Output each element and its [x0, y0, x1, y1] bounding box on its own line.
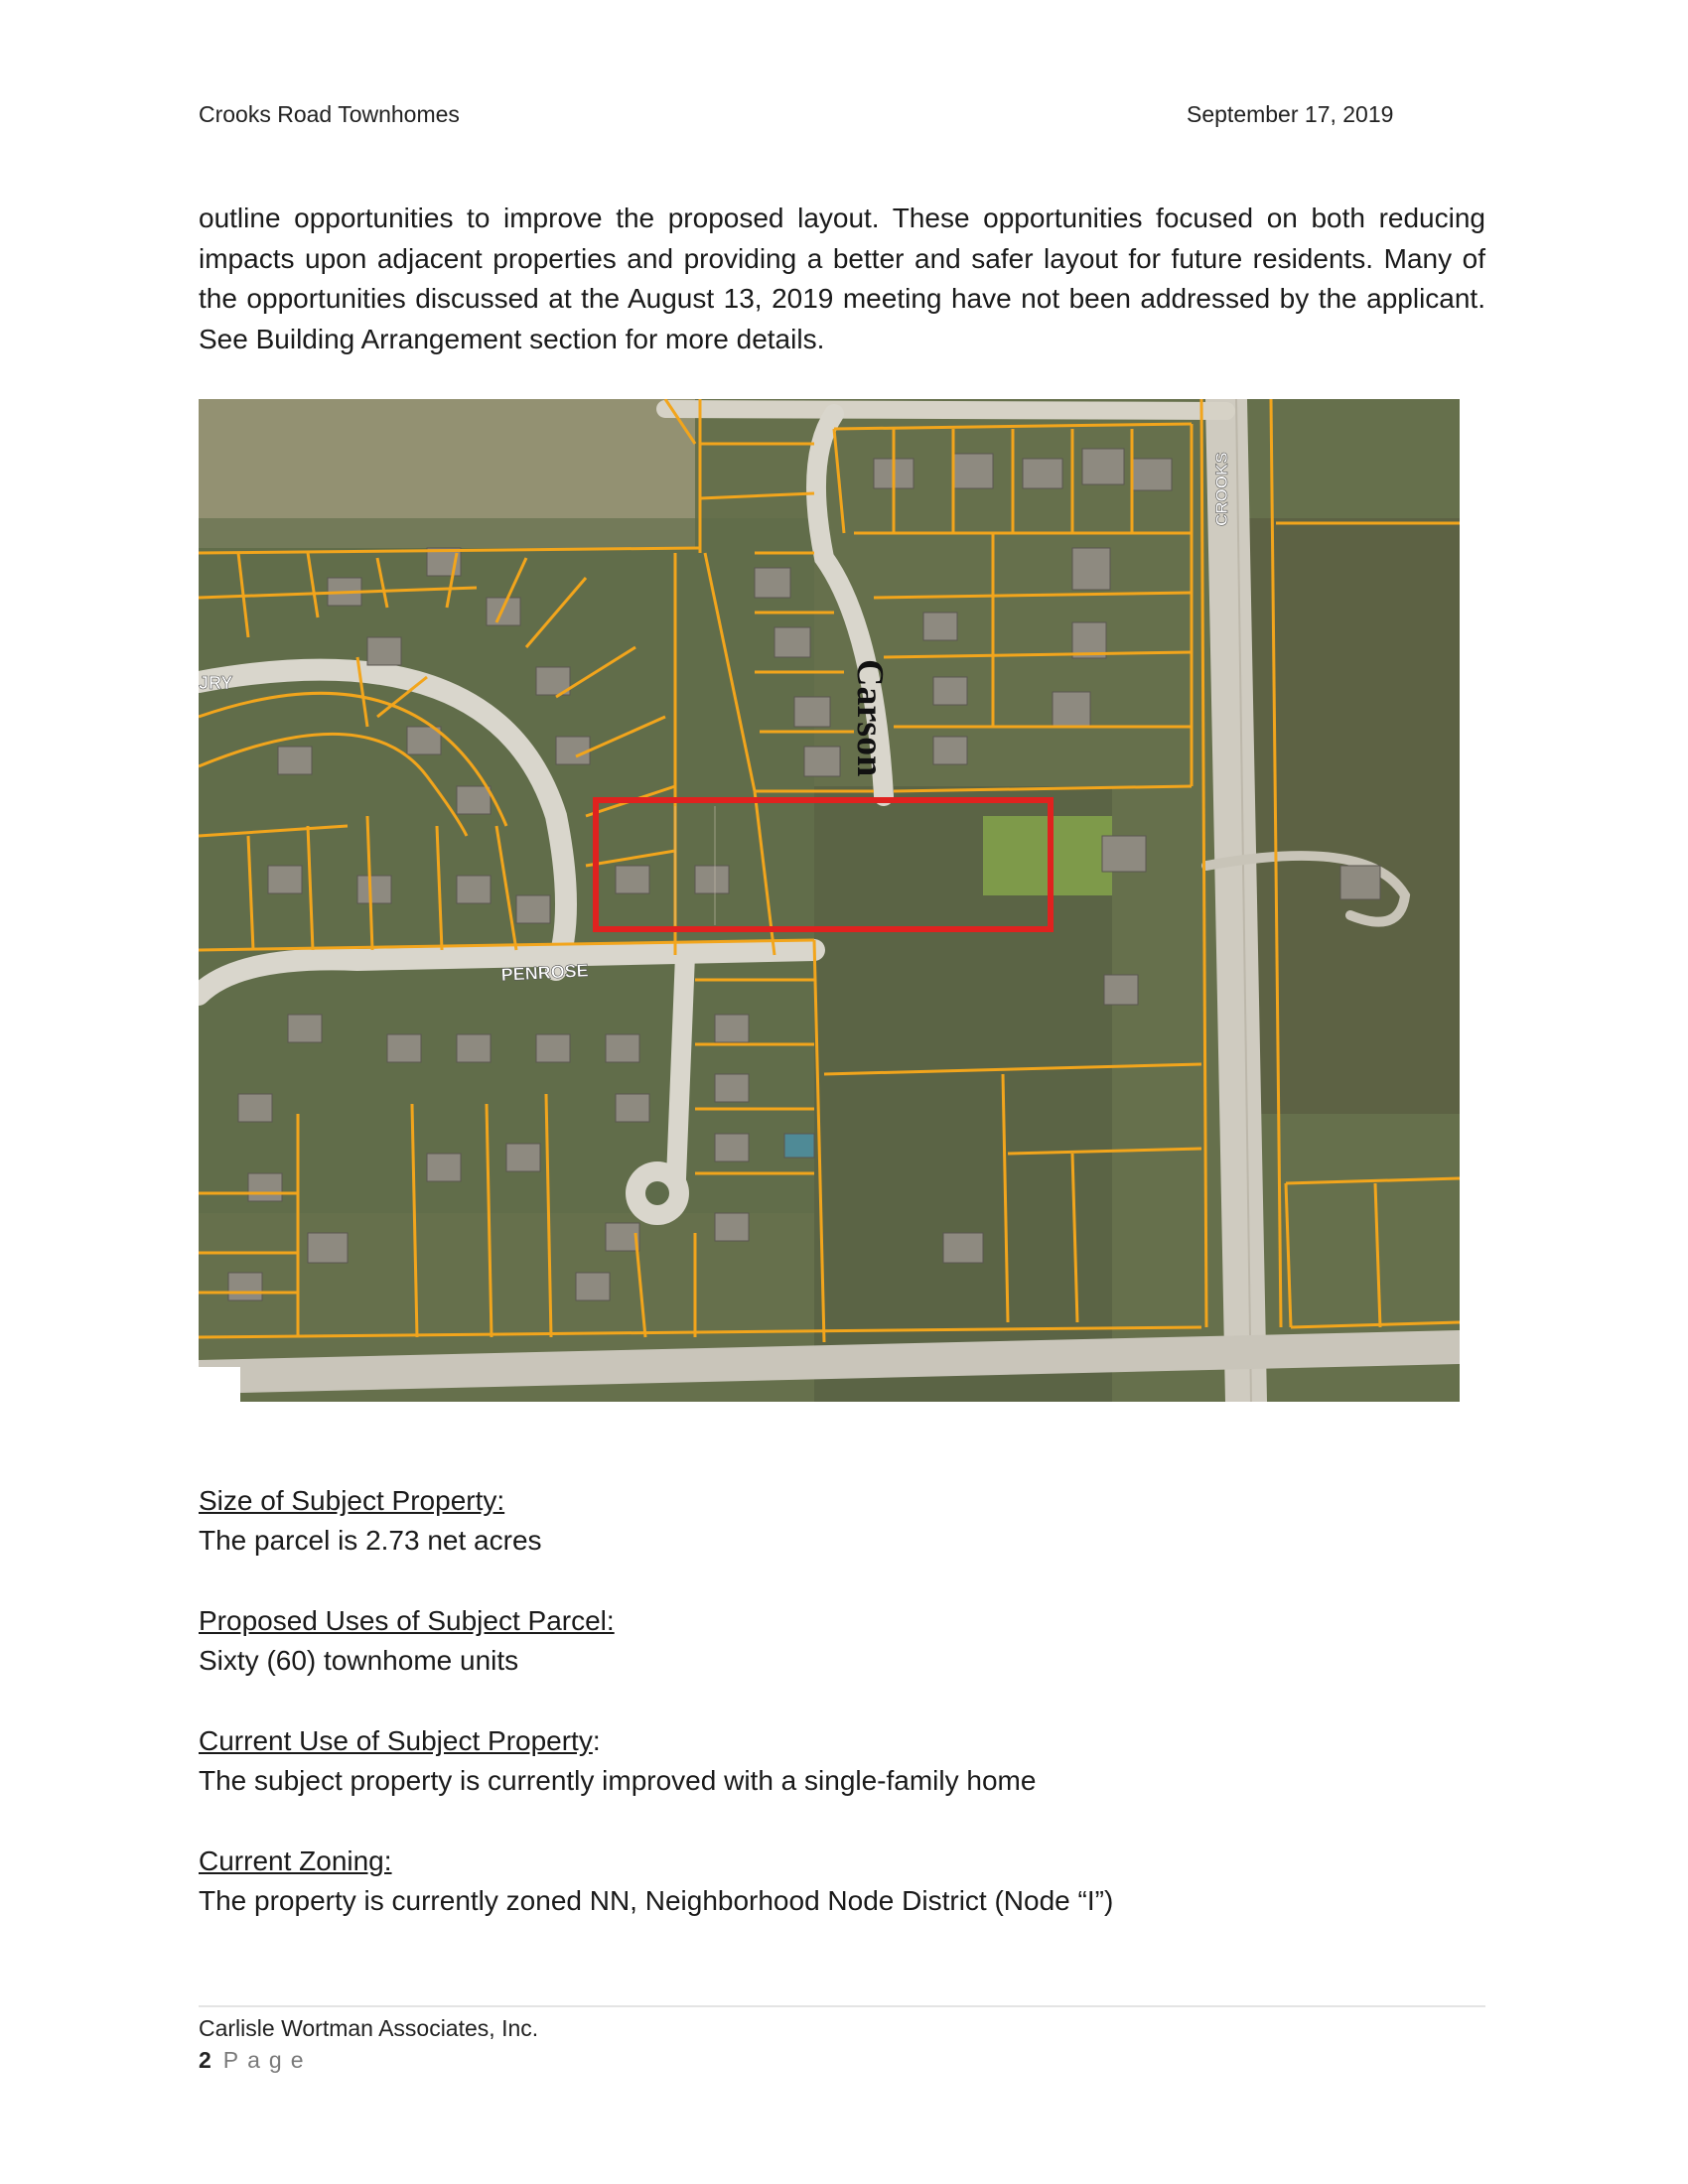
cul-de-sac-street [675, 955, 685, 1203]
size-body: The parcel is 2.73 net acres [199, 1525, 542, 1556]
page-number: 2 [199, 2047, 211, 2073]
crooks-label: CROOKS [1212, 452, 1231, 526]
footer-divider [199, 2005, 1485, 2007]
page-word: Page [222, 2047, 313, 2073]
jry-label: JRY [199, 673, 233, 693]
size-section [199, 1481, 542, 1561]
size-heading: Size of Subject Property: [199, 1485, 505, 1516]
penrose-label: PENROSE [500, 960, 590, 985]
intro-paragraph: outline opportunities to improve the proposed layout. These opportunities focused on both reducing impacts upon adjacent properties and providing a better and safer layout for future residents. Many of the opportunities discussed at the August 13, 2019 meeting have not been addressed by the applicant. See Building Arrangement section for more details. [199, 203, 1485, 354]
aerial-parcel-map [199, 399, 1460, 1402]
current-use-section [199, 1721, 1036, 1801]
footer-page-indicator [199, 2047, 313, 2074]
current-use-heading: Current Use of Subject Property [199, 1725, 593, 1756]
zoning-body: The property is currently zoned NN, Neighborhood Node District (Node “I”) [199, 1885, 1114, 1916]
footer-organization: Carlisle Wortman Associates, Inc. [199, 2015, 539, 2041]
proposed-uses-heading: Proposed Uses of Subject Parcel: [199, 1605, 615, 1636]
proposed-uses-section [199, 1601, 615, 1681]
wooded-area-east [1231, 518, 1460, 1114]
current-use-heading-suffix: : [592, 1725, 601, 1756]
aerial-map-image [199, 399, 1460, 1402]
intro-section [199, 199, 1485, 359]
carson-label: Carson [849, 659, 891, 777]
subject-house [1102, 836, 1146, 872]
document-date: September 17, 2019 [1187, 101, 1394, 127]
map-corner-mark [199, 1367, 240, 1402]
current-use-body: The subject property is currently improved with a single-family home [199, 1765, 1037, 1796]
zoning-section [199, 1842, 1113, 1921]
north-street [665, 409, 1226, 411]
document-title: Crooks Road Townhomes [199, 101, 460, 127]
proposed-uses-body: Sixty (60) townhome units [199, 1645, 519, 1676]
zoning-heading: Current Zoning: [199, 1845, 392, 1876]
